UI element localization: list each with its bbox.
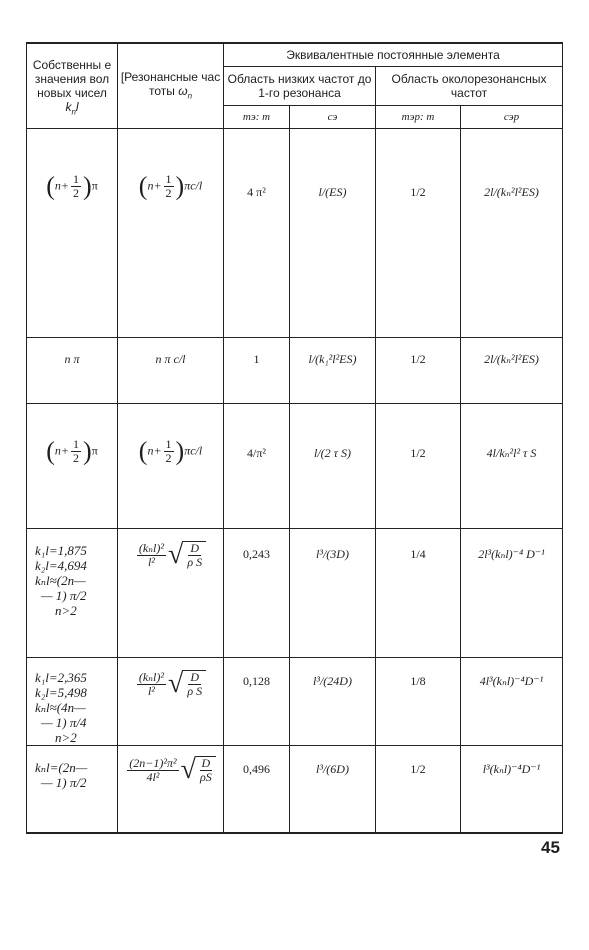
frac-num: 1 bbox=[73, 437, 80, 451]
eigen-line: kₙl≈(4n— bbox=[35, 700, 86, 715]
header-resonant-symbol: $\omega_n$ bbox=[178, 84, 193, 101]
frac-num: 1 bbox=[165, 172, 172, 186]
freq-text: n+ bbox=[147, 443, 162, 458]
fraction bbox=[71, 438, 81, 465]
cell-c-e: l³/(3D) bbox=[290, 529, 376, 658]
resonance-table bbox=[26, 42, 563, 834]
frac-num: D bbox=[201, 756, 211, 770]
cell-m-e: 4/π² bbox=[224, 404, 290, 529]
cell-c-er: 2l/(kₙ²l²ES) bbox=[461, 338, 563, 404]
eigen-line: n>2 bbox=[55, 603, 77, 618]
cell-c-e: l/(2 τ S) bbox=[290, 404, 376, 529]
cell-c-er: 2l/(kₙ²l²ES) bbox=[461, 129, 563, 338]
frac-num: (kₙl)² bbox=[138, 540, 164, 555]
frac-den: 2 bbox=[165, 451, 172, 465]
eigen-line: k₁l=2,365 bbox=[35, 670, 87, 685]
table-row bbox=[27, 658, 563, 746]
frac-den: l² bbox=[147, 683, 155, 698]
eigen-line: k₂l=4,694 bbox=[35, 558, 87, 573]
cell-eigen: (n+ $\frac{1}{2}$ )π bbox=[27, 129, 118, 338]
cell-m-e: 0,496 bbox=[224, 746, 290, 833]
frac-num: 1 bbox=[165, 437, 172, 451]
table-row bbox=[27, 404, 563, 529]
table-row bbox=[27, 338, 563, 404]
freq-tail: πc/l bbox=[184, 443, 203, 458]
eigen-text: n+ bbox=[54, 443, 70, 458]
frac-den: l² bbox=[147, 554, 155, 569]
sqrt-fraction bbox=[185, 542, 204, 569]
cell-c-e: l³/(6D) bbox=[290, 746, 376, 833]
eigen-line: kₙl=(2n— bbox=[35, 760, 88, 775]
cell-eigen: n π bbox=[27, 338, 118, 404]
cell-c-er: 2l³(kₙl)⁻⁴ D⁻¹ bbox=[461, 529, 563, 658]
sqrt-fraction bbox=[198, 757, 214, 784]
eigen-line: kₙl≈(2n— bbox=[35, 573, 86, 588]
cell-m-er: 1/8 bbox=[376, 658, 461, 746]
frac-den: 2 bbox=[73, 451, 80, 465]
cell-m-e: 1 bbox=[224, 338, 290, 404]
header-eigenvalues-symbol: $k_nl$ bbox=[65, 100, 79, 117]
header-low-freq: Область низких частот до 1-го резонанса bbox=[224, 67, 376, 106]
header-m-er: mэр: m bbox=[376, 106, 461, 129]
cell-m-er: 1/4 bbox=[376, 529, 461, 658]
frac-den: 2 bbox=[73, 186, 80, 200]
fraction bbox=[71, 173, 81, 200]
table-row bbox=[27, 746, 563, 833]
fraction bbox=[127, 757, 178, 784]
fraction bbox=[137, 671, 166, 698]
frac-num: 1 bbox=[73, 172, 80, 186]
cell-frequency: (n+ $\frac{1}{2}$ )πc/l bbox=[118, 129, 224, 338]
header-c-er: cэр bbox=[461, 106, 563, 129]
cell-frequency: $\frac{\text{(kₙl)²}}{\text{l²}}$ √ $\frac{D}{\text{ρ S}}$ bbox=[118, 529, 224, 658]
cell-c-er: 4l³(kₙl)⁻⁴D⁻¹ bbox=[461, 658, 563, 746]
cell-c-er: 4l/kₙ²l² τ S bbox=[461, 404, 563, 529]
freq-tail: πc/l bbox=[184, 178, 203, 193]
fraction bbox=[164, 438, 174, 465]
frac-den: ρ S bbox=[187, 555, 203, 569]
eigen-pi: π bbox=[91, 443, 98, 458]
cell-m-er: 1/2 bbox=[376, 746, 461, 833]
eigen-line: — 1) π/2 bbox=[41, 588, 87, 603]
frac-num: (kₙl)² bbox=[138, 669, 164, 684]
freq-text: n+ bbox=[147, 178, 162, 193]
cell-m-er: 1/2 bbox=[376, 129, 461, 338]
table-row bbox=[27, 529, 563, 658]
table-row bbox=[27, 129, 563, 338]
eigen-line: k₂l=5,498 bbox=[35, 685, 87, 700]
header-eigenvalues bbox=[27, 43, 118, 129]
cell-m-er: 1/2 bbox=[376, 338, 461, 404]
header-m-e: mэ: m bbox=[224, 106, 290, 129]
eigen-line: — 1) π/4 bbox=[41, 715, 87, 730]
cell-frequency: (n+ $\frac{1}{2}$ )πc/l bbox=[118, 404, 224, 529]
frac-num: D bbox=[190, 670, 200, 684]
header-row-1 bbox=[27, 43, 563, 67]
cell-m-e: 0,243 bbox=[224, 529, 290, 658]
cell-frequency: $\frac{\text{(2n−1)²π²}}{\text{4l²}}$ √ $\frac{D}{\rho S}$ bbox=[118, 746, 224, 833]
frac-num: (2n−1)²π² bbox=[129, 755, 177, 770]
fraction bbox=[137, 542, 166, 569]
cell-m-e: 0,128 bbox=[224, 658, 290, 746]
eigen-line: — 1) π/2 bbox=[41, 775, 87, 790]
cell-c-e: l/(k₁²l²ES) bbox=[290, 338, 376, 404]
header-resonant-frequencies bbox=[118, 43, 224, 129]
cell-frequency: $\frac{\text{(kₙl)²}}{\text{l²}}$ √ $\frac{D}{\text{ρ S}}$ bbox=[118, 658, 224, 746]
cell-eigen bbox=[27, 529, 118, 658]
cell-c-er: l³(kₙl)⁻⁴D⁻¹ bbox=[461, 746, 563, 833]
sqrt-fraction bbox=[185, 671, 204, 698]
page-number: 45 bbox=[541, 838, 560, 857]
cell-m-er: 1/2 bbox=[376, 404, 461, 529]
frac-num: D bbox=[190, 541, 200, 555]
header-near-resonance: Область околорезонансных частот bbox=[376, 67, 563, 106]
cell-eigen: (n+ $\frac{1}{2}$ )π bbox=[27, 404, 118, 529]
fraction bbox=[164, 173, 174, 200]
cell-eigen bbox=[27, 658, 118, 746]
eigen-text: n+ bbox=[54, 178, 70, 193]
eigen-line: n>2 bbox=[55, 730, 77, 745]
cell-frequency: n π c/l bbox=[118, 338, 224, 404]
header-equivalent: Эквивалентные постоянные элемента bbox=[224, 43, 563, 67]
cell-c-e: l/(ES) bbox=[290, 129, 376, 338]
frac-den: ρS bbox=[199, 770, 212, 784]
cell-eigen bbox=[27, 746, 118, 833]
header-c-e: cэ bbox=[290, 106, 376, 129]
cell-m-e: 4 π² bbox=[224, 129, 290, 338]
cell-c-e: l³/(24D) bbox=[290, 658, 376, 746]
frac-den: 2 bbox=[165, 186, 172, 200]
frac-den: 4l² bbox=[146, 769, 160, 784]
header-resonant-text: [Резонансные час тоты bbox=[120, 70, 221, 98]
header-eigenvalues-text: Собственны е значения вол новых чисел bbox=[32, 58, 112, 100]
frac-den: ρ S bbox=[187, 684, 203, 698]
eigen-pi: π bbox=[91, 178, 98, 193]
eigen-line: k₁l=1,875 bbox=[35, 543, 87, 558]
